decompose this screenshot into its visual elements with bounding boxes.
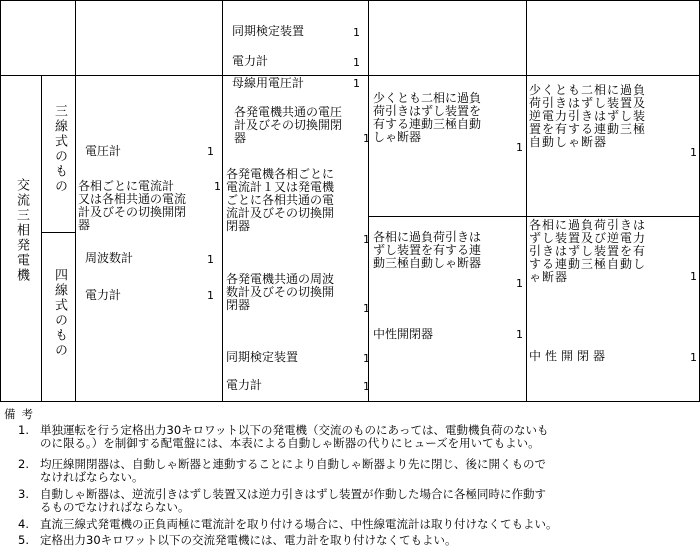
col4-item-label: 中性開閉器	[373, 327, 434, 341]
grid-line	[222, 0, 223, 402]
col3-item-label: 同期検定装置	[226, 350, 299, 364]
sub-four-wire-label: 四線式のもの	[52, 268, 67, 358]
col4-item-qty: 1	[516, 141, 523, 154]
row-category-label: 交流三相発電機	[14, 178, 29, 283]
col5-item-label: 少くとも二相に過負 荷引きはずし装置及 逆電力引きはずし装 置を有する連動三極 自動しゃ断器	[529, 83, 647, 149]
col5-item-label: 中性開閉器	[529, 349, 610, 363]
col3-item-label: 母線用電圧計	[232, 76, 305, 90]
grid-line	[0, 0, 1, 402]
notes-heading: 備考	[4, 407, 39, 421]
col5-item-qty: 1	[690, 270, 697, 283]
col2-item-qty: 1	[207, 253, 214, 266]
col3-item-qty: 1	[353, 26, 360, 39]
grid-line	[42, 232, 76, 233]
col2-item-label: 周波数計	[85, 251, 134, 265]
note-text: 直流三線式発電機の正負両極に電流計を取り付ける場合に、中性線電流計は取り付けなくてもよい。	[40, 517, 558, 531]
grid-line	[526, 0, 527, 402]
col3-item-qty: 1	[363, 302, 370, 315]
note-text: 自動しゃ断器は、逆流引きはずし装置又は逆力引きはずし装置が作動した場合に各極同時に作動す るものでなければならない。	[40, 487, 546, 514]
col2-item-label: 電力計	[85, 288, 122, 302]
col4-item-label: 少くとも二相に過負 荷引きはずし装置を 有する連動三極自動 しゃ断器	[373, 91, 482, 144]
note-number: 4.	[18, 517, 29, 531]
col2-item-qty: 1	[207, 289, 214, 302]
col3-item-qty: 1	[363, 380, 370, 393]
col2-item-qty: 1	[207, 145, 214, 158]
col3-item-qty: 1	[363, 132, 370, 145]
note-number: 1.	[18, 423, 29, 437]
note-number: 2.	[18, 457, 29, 471]
grid-line	[0, 0, 700, 1]
col4-item-qty: 1	[516, 277, 523, 290]
sub-three-wire-label: 三線式のもの	[52, 104, 67, 194]
col3-item-label: 各発電機共通の電圧 計及びその切換開閉 器	[234, 105, 343, 145]
col5-item-label: 各相に過負荷引きは ずし装置及び逆電力 引きはずし装置を有 する連動三極自動し ゃ断器	[529, 218, 647, 284]
col5-item-qty: 1	[690, 351, 697, 364]
col3-item-qty: 1	[363, 352, 370, 365]
col3-item-qty: 1	[353, 56, 360, 69]
col4-item-qty: 1	[516, 328, 523, 341]
col3-item-label: 各発電機各相ごとに 電流計１又は発電機 ごとに各相共通の電 流計及びその切換開 閉器	[226, 167, 335, 233]
grid-line	[41, 75, 42, 402]
note-number: 5.	[18, 533, 29, 547]
grid-line	[75, 0, 76, 402]
col2-item-qty: 1	[214, 180, 221, 193]
col3-item-label: 電力計	[232, 54, 269, 68]
col2-item-label: 電圧計	[85, 144, 122, 158]
col4-item-label: 各相に過負荷引きは ずし装置を有する連 動三極自動しゃ断器	[373, 230, 482, 270]
note-text: 定格出力30キロワット以下の交流発電機には、電力計を取り付けなくてもよい。	[40, 533, 457, 547]
note-text: 均圧線開閉器は、自動しゃ断器と連動することにより自動しゃ断器より先に閉じ、後に開くもので なければならない。	[40, 457, 546, 484]
col3-item-label: 同期検定装置	[232, 24, 305, 38]
grid-line	[0, 75, 700, 76]
col3-item-qty: 1	[363, 233, 370, 246]
grid-line	[368, 216, 700, 217]
col3-item-label: 電力計	[226, 378, 263, 392]
col2-item-label: 各相ごとに電流計 又は各相共通の電流 計及びその切換開閉 器	[78, 179, 187, 232]
note-text: 単独運転を行う定格出力30キロワット以下の発電機（交流のものにあっては、電動機負荷のないも のに限る。）を制御する配電盤には、本表による自動しゃ断器の代りにヒューズを用いてもよい。	[40, 423, 549, 450]
col5-item-qty: 1	[690, 146, 697, 159]
grid-line	[0, 401, 700, 402]
col3-item-qty: 1	[353, 77, 360, 90]
grid-line	[368, 0, 369, 402]
note-number: 3.	[18, 487, 29, 501]
col3-item-label: 各発電機共通の周波 数計及びその切換開 閉器	[226, 272, 335, 312]
